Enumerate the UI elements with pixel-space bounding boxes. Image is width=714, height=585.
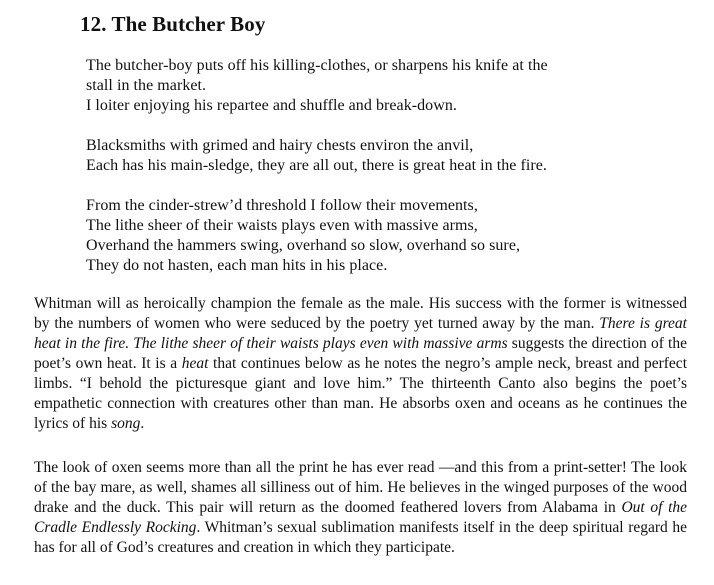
italic-title: Out of the Cradle Endlessly Rocking (34, 499, 688, 536)
poem-line: The lithe sheer of their waists plays even with massive arms, (86, 217, 478, 234)
poem-line: From the cinder-strew’d threshold I follow their movements, (86, 197, 478, 214)
text-segment: . (140, 415, 145, 432)
italic-quote: There is great heat in the fire. The lithe sheer of their waists plays even with massive arms (34, 315, 687, 352)
italic-word: song (111, 415, 141, 432)
poem-line: They do not hasten, each man hits in his place. (86, 257, 388, 274)
poem-line: stall in the market. (86, 77, 207, 94)
poem-line: Blacksmiths with grimed and hairy chests environ the anvil, (86, 137, 474, 154)
text-segment: suggests the direction of the poet’s own heat. It is a (34, 335, 687, 372)
poem-line: Each has his main-sledge, they are all out, there is great heat in the fire. (86, 157, 547, 174)
text-segment: Whitman will as heroically champion the female as the male. His success with the former is witnessed by the numbers of women who were seduced by the poetry yet turned away by the man. (34, 295, 687, 332)
commentary-paragraph (34, 294, 687, 434)
poem-excerpt (86, 56, 686, 296)
poem-line: Overhand the hammers swing, overhand so slow, overhand so sure, (86, 237, 521, 254)
poem-stanza (86, 136, 686, 176)
text-segment: . Whitman’s sexual sublimation manifests itself in the deep spiritual regard he has for all of God’s creatures and creation in which they participate. (34, 519, 688, 556)
text-segment: that continues below as he notes the negro’s ample neck, breast and perfect limbs. “I behold the picturesque giant and love him.” The thirteenth Canto also begins the poet’s empathetic connection with creatures other than man. He absorbs oxen and oceans as he continues the lyrics of his (34, 355, 687, 432)
poem-stanza (86, 56, 686, 116)
text-segment: The look of oxen seems more than all the print he has ever read —and this from a print-setter! The look of the bay mare, as well, shames all silliness out of him. He believes in the winged purposes of the wood drake and the duck. This pair will return as the doomed feathered lovers from Alabama in (34, 459, 687, 516)
italic-word: heat (181, 355, 209, 372)
commentary-paragraph (34, 458, 687, 558)
section-heading: 12. The Butcher Boy (80, 12, 266, 36)
poem-stanza (86, 196, 686, 276)
poem-line: The butcher-boy puts off his killing-clothes, or sharpens his knife at the (86, 57, 548, 74)
poem-line: I loiter enjoying his repartee and shuffle and break-down. (86, 97, 457, 114)
